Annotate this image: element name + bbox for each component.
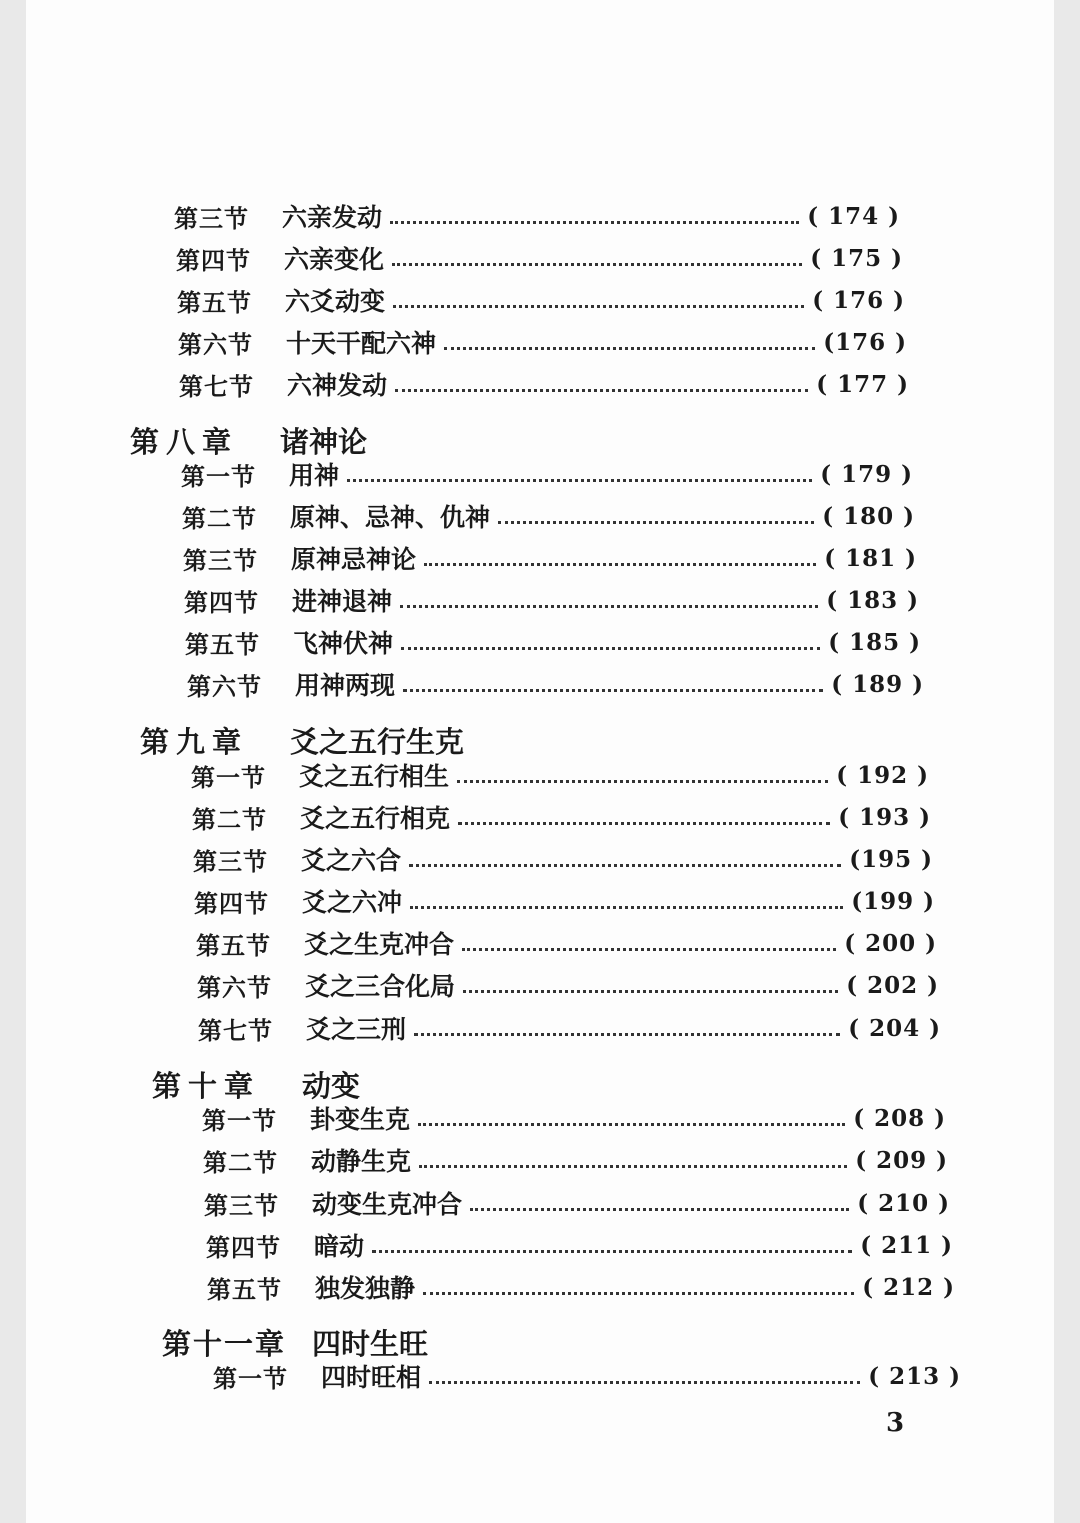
toc-entry bbox=[182, 498, 915, 534]
section-number: 第七节 bbox=[179, 371, 254, 401]
section-title: 爻之五行相生 bbox=[299, 762, 450, 791]
page-reference: ( 213 ) bbox=[868, 1362, 961, 1390]
dot-leader bbox=[409, 864, 841, 867]
page-reference: ( 177 ) bbox=[816, 370, 909, 398]
dot-leader bbox=[418, 1123, 845, 1126]
toc-entry bbox=[198, 1010, 941, 1046]
toc-entry bbox=[179, 366, 909, 402]
page-reference: (199 ) bbox=[851, 887, 935, 915]
chapter-title: 四时生旺 bbox=[312, 1326, 429, 1361]
toc-entry bbox=[204, 1185, 950, 1221]
section-title: 爻之三合化局 bbox=[305, 972, 456, 1001]
section-number: 第六节 bbox=[178, 329, 253, 359]
section-number: 第五节 bbox=[185, 629, 260, 659]
toc-entry bbox=[196, 925, 937, 961]
section-title: 原神忌神论 bbox=[291, 545, 417, 574]
dot-leader bbox=[444, 347, 815, 350]
section-title: 进神退神 bbox=[292, 587, 393, 616]
toc-entry bbox=[176, 240, 903, 276]
section-title: 用神 bbox=[289, 461, 340, 490]
page-reference: ( 179 ) bbox=[820, 460, 913, 488]
section-title: 卦变生克 bbox=[310, 1105, 411, 1134]
dot-leader bbox=[393, 305, 804, 308]
page-reference: ( 208 ) bbox=[853, 1104, 946, 1132]
toc-entry bbox=[193, 841, 933, 877]
chapter-number: 第十一章 bbox=[162, 1326, 287, 1361]
toc-entry bbox=[192, 799, 931, 835]
dot-leader bbox=[395, 389, 808, 392]
section-number: 第五节 bbox=[177, 287, 252, 317]
dot-leader bbox=[392, 263, 802, 266]
chapter-heading bbox=[130, 420, 367, 460]
section-title: 飞神伏神 bbox=[293, 629, 394, 658]
chapter-heading bbox=[140, 720, 464, 760]
toc-entry bbox=[207, 1269, 955, 1305]
section-title: 动变生克冲合 bbox=[312, 1190, 463, 1219]
chapter-title: 诸神论 bbox=[280, 424, 368, 459]
toc-entry bbox=[181, 456, 913, 492]
section-number: 第五节 bbox=[207, 1274, 282, 1304]
dot-leader bbox=[347, 479, 812, 482]
section-title: 动静生克 bbox=[311, 1147, 412, 1176]
page-reference: ( 193 ) bbox=[838, 803, 931, 831]
toc-entry bbox=[202, 1100, 946, 1136]
section-number: 第四节 bbox=[206, 1232, 281, 1262]
page-reference: ( 204 ) bbox=[848, 1014, 941, 1042]
chapter-number: 第九章 bbox=[140, 724, 249, 759]
section-title: 独发独静 bbox=[315, 1274, 416, 1303]
page-reference: ( 200 ) bbox=[844, 929, 937, 957]
section-number: 第六节 bbox=[187, 671, 262, 701]
dot-leader bbox=[401, 647, 820, 650]
toc-entry bbox=[174, 198, 900, 234]
dot-leader bbox=[372, 1250, 852, 1253]
section-title: 暗动 bbox=[314, 1232, 365, 1261]
dot-leader bbox=[462, 948, 836, 951]
section-title: 六神发动 bbox=[287, 371, 388, 400]
section-title: 十天干配六神 bbox=[286, 329, 437, 358]
dot-leader bbox=[424, 563, 816, 566]
section-number: 第一节 bbox=[191, 762, 266, 792]
section-title: 爻之六冲 bbox=[302, 888, 403, 917]
page-reference: ( 212 ) bbox=[862, 1273, 955, 1301]
section-number: 第四节 bbox=[184, 587, 259, 617]
page-reference: ( 185 ) bbox=[828, 628, 921, 656]
section-number: 第五节 bbox=[196, 930, 271, 960]
page-reference: ( 202 ) bbox=[846, 971, 939, 999]
page-reference: ( 175 ) bbox=[810, 244, 903, 272]
page-reference: (176 ) bbox=[823, 328, 907, 356]
toc-entry bbox=[191, 757, 929, 793]
section-number: 第一节 bbox=[181, 461, 256, 491]
section-title: 用神两现 bbox=[295, 671, 396, 700]
section-title: 爻之三刑 bbox=[306, 1015, 407, 1044]
section-title: 六爻动变 bbox=[285, 287, 386, 316]
toc-entry bbox=[178, 324, 907, 360]
chapter-heading bbox=[162, 1322, 428, 1362]
chapter-number: 第八章 bbox=[130, 424, 239, 459]
page-reference: ( 210 ) bbox=[857, 1189, 950, 1217]
dot-leader bbox=[423, 1292, 854, 1295]
section-number: 第一节 bbox=[213, 1363, 288, 1393]
toc-entry bbox=[177, 282, 905, 318]
toc-entry bbox=[185, 624, 921, 660]
dot-leader bbox=[400, 605, 818, 608]
toc-entry bbox=[197, 967, 939, 1003]
page-reference: (195 ) bbox=[849, 845, 933, 873]
section-number: 第三节 bbox=[204, 1190, 279, 1220]
section-title: 原神、忌神、仇神 bbox=[290, 503, 491, 532]
page-reference: ( 176 ) bbox=[812, 286, 905, 314]
dot-leader bbox=[403, 689, 823, 692]
section-number: 第二节 bbox=[182, 503, 257, 533]
toc-entry bbox=[213, 1358, 961, 1394]
page-reference: ( 192 ) bbox=[836, 761, 929, 789]
page-reference: ( 180 ) bbox=[822, 502, 915, 530]
section-title: 爻之六合 bbox=[301, 846, 402, 875]
section-number: 第四节 bbox=[176, 245, 251, 275]
section-title: 四时旺相 bbox=[321, 1363, 422, 1392]
section-number: 第一节 bbox=[202, 1105, 277, 1135]
section-number: 第三节 bbox=[174, 203, 249, 233]
page-reference: ( 183 ) bbox=[826, 586, 919, 614]
section-number: 第三节 bbox=[193, 846, 268, 876]
dot-leader bbox=[429, 1381, 860, 1384]
section-title: 六亲变化 bbox=[284, 245, 385, 274]
section-title: 爻之五行相克 bbox=[300, 804, 451, 833]
toc-entry bbox=[203, 1142, 948, 1178]
section-number: 第二节 bbox=[203, 1147, 278, 1177]
toc-entry bbox=[187, 666, 924, 702]
section-number: 第六节 bbox=[197, 972, 272, 1002]
dot-leader bbox=[414, 1033, 840, 1036]
toc-entry bbox=[194, 883, 935, 919]
toc-entry bbox=[183, 540, 917, 576]
chapter-heading bbox=[152, 1064, 360, 1104]
section-title: 爻之生克冲合 bbox=[304, 930, 455, 959]
section-number: 第七节 bbox=[198, 1015, 273, 1045]
toc-entry bbox=[184, 582, 919, 618]
chapter-title: 动变 bbox=[302, 1068, 361, 1103]
section-title: 六亲发动 bbox=[282, 203, 383, 232]
dot-leader bbox=[390, 221, 799, 224]
dot-leader bbox=[498, 521, 814, 524]
chapter-number: 第十章 bbox=[152, 1068, 261, 1103]
page-reference: ( 174 ) bbox=[807, 202, 900, 230]
section-number: 第二节 bbox=[192, 804, 267, 834]
dot-leader bbox=[457, 780, 828, 783]
book-page bbox=[26, 0, 1054, 1523]
section-number: 第三节 bbox=[183, 545, 258, 575]
page-reference: ( 211 ) bbox=[860, 1231, 953, 1259]
page-reference: ( 181 ) bbox=[824, 544, 917, 572]
page-reference: ( 189 ) bbox=[831, 670, 924, 698]
section-number: 第四节 bbox=[194, 888, 269, 918]
dot-leader bbox=[470, 1208, 849, 1211]
page-number: 3 bbox=[886, 1408, 905, 1438]
dot-leader bbox=[463, 990, 838, 993]
dot-leader bbox=[419, 1165, 847, 1168]
chapter-title: 爻之五行生克 bbox=[290, 724, 465, 759]
page-reference: ( 209 ) bbox=[855, 1146, 948, 1174]
dot-leader bbox=[458, 822, 830, 825]
dot-leader bbox=[410, 906, 843, 909]
toc-entry bbox=[206, 1227, 953, 1263]
